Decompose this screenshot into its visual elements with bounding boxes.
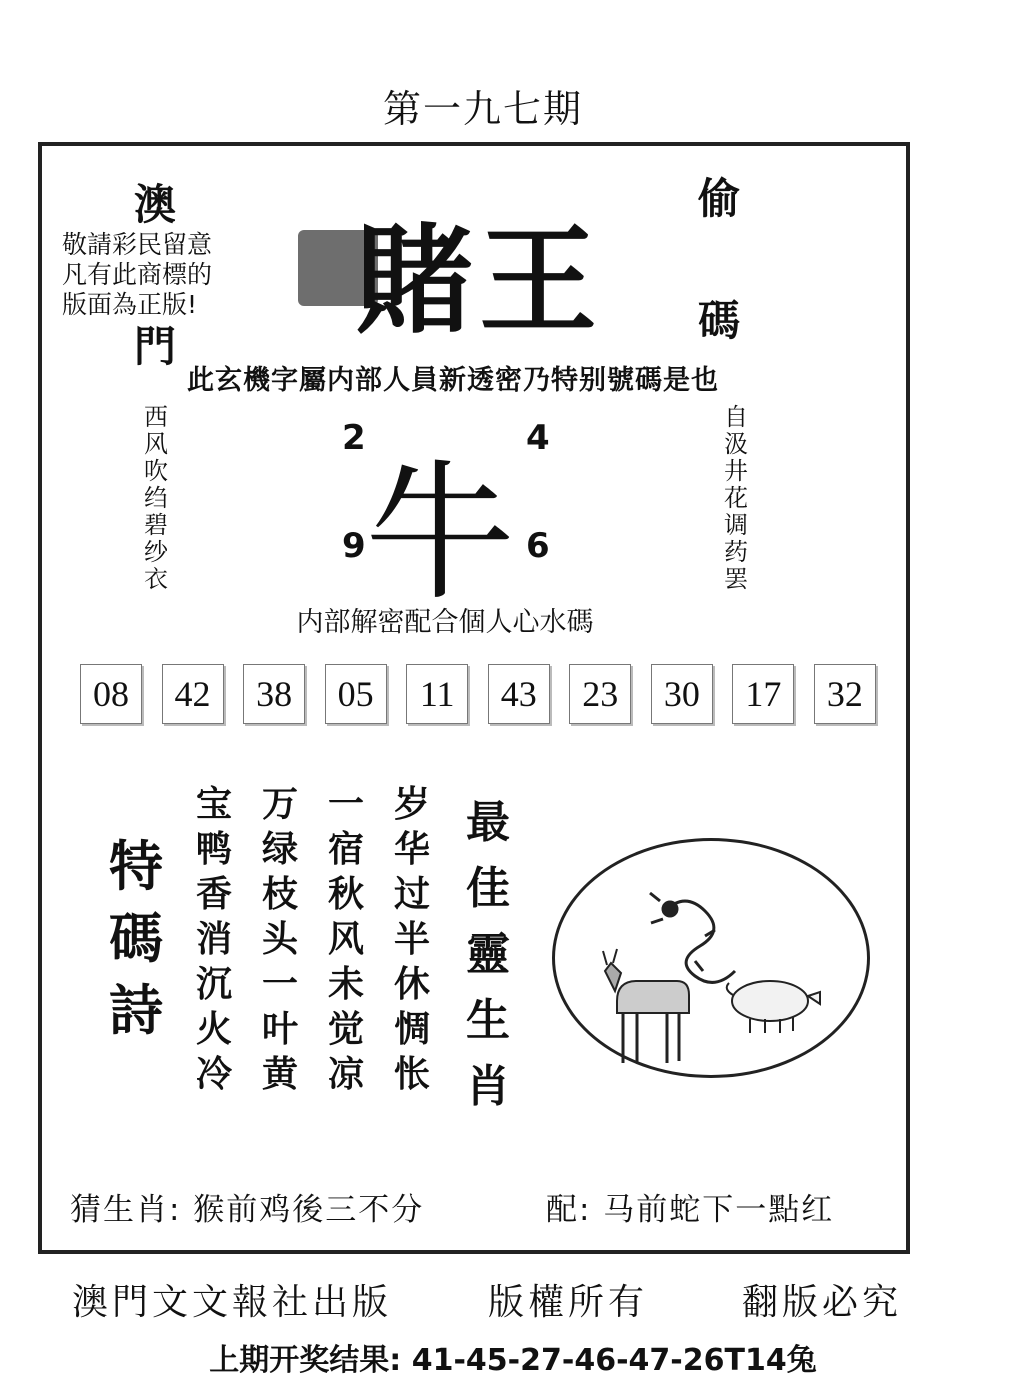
- center-zodiac-char: 牛: [365, 447, 516, 621]
- center-digit: 9: [342, 526, 366, 566]
- vertical-char: 绉: [144, 484, 168, 512]
- page-title: 賭王: [355, 212, 604, 350]
- vertical-char: 调: [724, 511, 748, 539]
- vertical-char: 风: [327, 919, 364, 960]
- number-box: 08: [80, 664, 142, 724]
- vertical-char: 凉: [327, 1054, 364, 1095]
- vertical-char: 碼: [109, 906, 163, 970]
- vertical-char: 井: [724, 457, 748, 485]
- zodiac-illustration: [555, 841, 867, 1075]
- right-brand-char: 偷: [698, 174, 741, 223]
- number-row: [80, 664, 876, 724]
- vertical-char: 衣: [144, 565, 168, 593]
- vertical-char: 秋: [327, 874, 364, 915]
- pair-zodiac-line: 配: 马前蛇下一點红: [546, 1192, 835, 1228]
- vertical-char: 半: [393, 919, 430, 960]
- vertical-char: 最: [466, 797, 510, 848]
- vertical-char: 香: [195, 874, 232, 915]
- vertical-char: 宝: [195, 784, 232, 825]
- vertical-char: 汲: [724, 430, 748, 458]
- right-brand-vertical: [698, 166, 740, 348]
- vertical-char: 一: [261, 964, 298, 1005]
- zodiac-circle: [552, 838, 870, 1078]
- vertical-char: 沉: [195, 964, 232, 1005]
- left-brand-char: 澳: [134, 180, 177, 229]
- footer-warning: 翻版必究: [742, 1282, 903, 1323]
- number-box: 42: [162, 664, 224, 724]
- vertical-char: 觉: [327, 1009, 364, 1050]
- number-box: 38: [243, 664, 305, 724]
- number-box: 05: [325, 664, 387, 724]
- best-zodiac-label: [462, 790, 514, 1120]
- vertical-char: 靈: [466, 929, 510, 980]
- center-digit: 2: [342, 418, 366, 458]
- vertical-char: 休: [393, 964, 430, 1005]
- vertical-char: 西: [144, 403, 168, 431]
- number-box: 32: [814, 664, 876, 724]
- vertical-char: 鸭: [195, 829, 232, 870]
- vertical-char: 自: [724, 403, 748, 431]
- poem-column: [326, 782, 366, 1097]
- vertical-char: 詩: [109, 978, 163, 1042]
- left-brand-char: 門: [134, 322, 177, 371]
- pig-icon: [727, 981, 820, 1033]
- poem-column: [194, 782, 234, 1097]
- goat-icon: [603, 949, 689, 1063]
- vertical-char: 药: [724, 538, 748, 566]
- vertical-char: 叶: [261, 1009, 298, 1050]
- vertical-char: 消: [195, 919, 232, 960]
- poem-column: [392, 782, 432, 1097]
- footer-rights: 版權所有: [488, 1282, 649, 1323]
- vertical-char: 枝: [261, 874, 298, 915]
- decode-caption: 内部解密配合個人心水碼: [296, 607, 594, 638]
- notice-line: 版面為正版!: [62, 290, 198, 319]
- vertical-char: 未: [327, 964, 364, 1005]
- center-digit: 6: [526, 526, 550, 566]
- vertical-char: 花: [724, 484, 748, 512]
- left-vertical-poem: [142, 404, 170, 593]
- issue-title: 第一九七期: [382, 87, 583, 131]
- guess-zodiac-line: 猜生肖: 猴前鸡後三不分: [70, 1192, 425, 1228]
- center-digit: 4: [526, 418, 550, 458]
- vertical-char: 岁: [393, 784, 430, 825]
- dragon-icon: [650, 893, 735, 982]
- vertical-char: 火: [195, 1009, 232, 1050]
- vertical-char: 宿: [327, 829, 364, 870]
- last-result: 上期开奖结果: 41-45-27-46-47-26T14兔: [209, 1343, 817, 1378]
- vertical-char: 特: [109, 834, 163, 898]
- vertical-char: 华: [393, 829, 430, 870]
- vertical-char: 碧: [144, 511, 168, 539]
- number-box: 11: [406, 664, 468, 724]
- vertical-char: 黄: [261, 1054, 298, 1095]
- number-box: 23: [569, 664, 631, 724]
- vertical-char: 纱: [144, 538, 168, 566]
- footer-publisher: 澳門文文報社出版: [72, 1282, 393, 1323]
- number-box: 17: [732, 664, 794, 724]
- number-box: 30: [651, 664, 713, 724]
- vertical-char: 万: [261, 784, 298, 825]
- vertical-char: 过: [393, 874, 430, 915]
- right-vertical-poem: [722, 404, 750, 593]
- notice-line: 敬請彩民留意: [62, 230, 213, 259]
- vertical-char: 冷: [195, 1054, 232, 1095]
- right-brand-char: 碼: [698, 296, 741, 345]
- vertical-char: 佳: [466, 863, 510, 914]
- vertical-char: 惆: [393, 1009, 430, 1050]
- vertical-char: 罢: [724, 565, 748, 593]
- poem-title-vertical: [106, 830, 166, 1046]
- vertical-char: 头: [261, 919, 298, 960]
- vertical-char: 肖: [466, 1061, 510, 1112]
- poem-column: [260, 782, 300, 1097]
- notice-line: 凡有此商標的: [62, 260, 213, 289]
- vertical-char: 绿: [261, 829, 298, 870]
- number-box: 43: [488, 664, 550, 724]
- vertical-char: 吹: [144, 457, 168, 485]
- vertical-char: 一: [327, 784, 364, 825]
- vertical-char: 怅: [393, 1054, 430, 1095]
- tagline: 此玄機字屬内部人員新透密乃特别號碼是也: [187, 365, 719, 396]
- vertical-char: 生: [466, 995, 510, 1046]
- notice-box: [62, 230, 277, 320]
- vertical-char: 风: [144, 430, 168, 458]
